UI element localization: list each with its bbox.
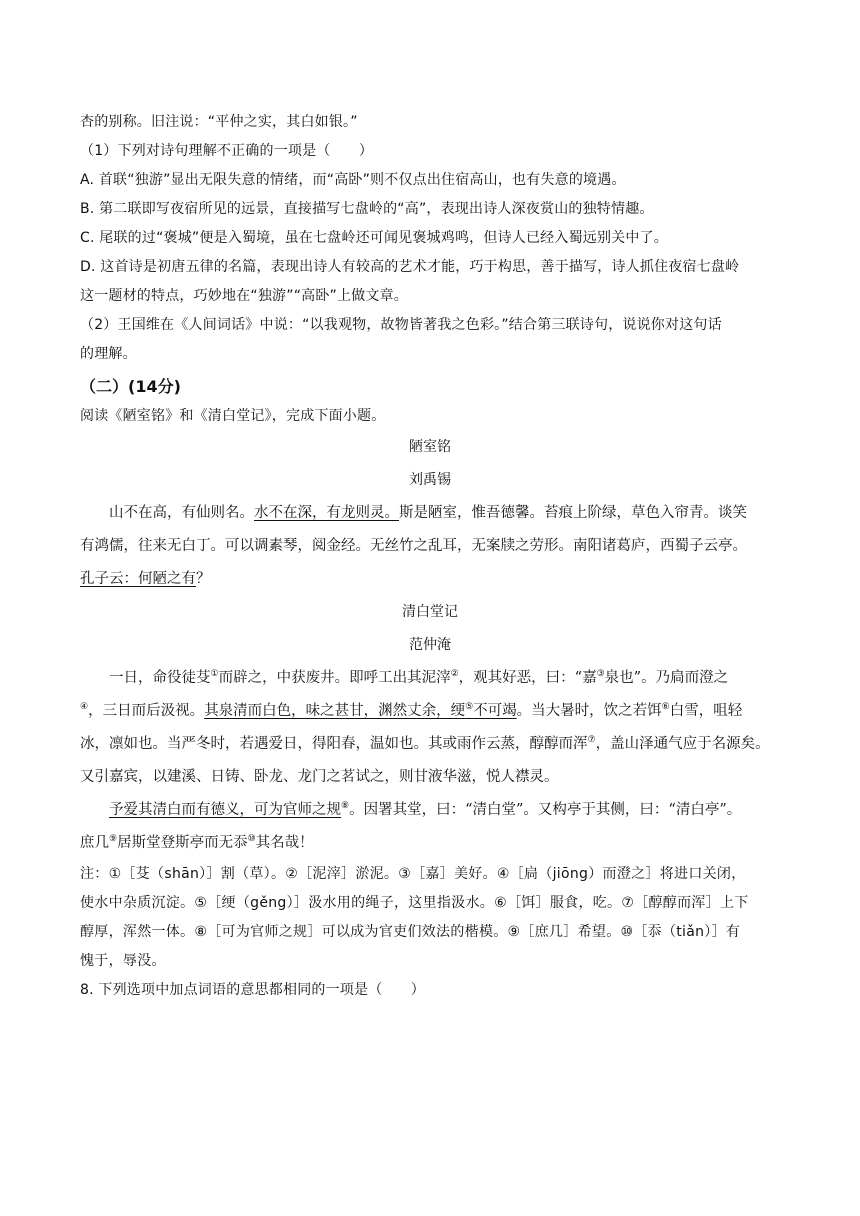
section-2-heading: （二）(14分)	[80, 377, 181, 396]
text-2-p2-line-2	[80, 827, 780, 860]
underlined-sentence-3	[204, 703, 517, 719]
text-2-p1-line-2	[80, 695, 780, 728]
underlined-sentence-3-part-2: 不可竭	[473, 703, 517, 719]
text-2-p1-l1-b: 而辟之，中获废井。即呼工出其泥滓	[218, 670, 451, 686]
text-2-p2-l2-c: 其名哉！	[255, 835, 314, 851]
text-2-p1-line-1	[80, 662, 780, 695]
question-1-option-b: B. 第二联即写夜宿所见的远景，直接描写七盘岭的“高”，表现出诗人深夜赏山的独特情趣。	[80, 201, 654, 217]
text-2-p1-l1-a: 一日，命役徒芟	[109, 670, 211, 686]
text-2-p1-l3-a: 冰，凛如也。当严冬时，若遇爱日，得阳春，温如也。其或雨作云蒸，醇醇而浑	[80, 736, 588, 752]
note-mark-10: ⑩	[247, 834, 256, 845]
notes-line-1: 注：①［芟（shān）］割（草）。②［泥滓］淤泥。③［嘉］美好。④［扃（jiōng）而澄之］将进口关闭，	[80, 866, 746, 882]
note-mark-3: ③	[596, 669, 605, 680]
underlined-sentence-2: 孔子云：何陋之有	[80, 571, 196, 587]
question-2-line-2: 的理解。	[80, 346, 137, 362]
text-2-author: 范仲淹	[409, 637, 451, 653]
note-mark-5: ⑤	[465, 702, 474, 713]
question-1-option-d-line-1: D. 这首诗是初唐五律的名篇，表现出诗人有较高的艺术才能，巧于构思，善于描写，诗人抓住夜宿七盘岭	[80, 259, 740, 275]
question-1-option-c: C. 尾联的过“褒城”便是入蜀境，虽在七盘岭还可闻见褒城鸡鸣，但诗人已经入蜀远别关中了。	[80, 230, 668, 246]
note-mark-8: ⑧	[341, 801, 350, 812]
note-mark-6: ⑥	[661, 702, 670, 713]
note-mark-9: ⑨	[109, 834, 118, 845]
text-2-p2-l2-b: 居斯堂登斯亭而无忝	[117, 835, 248, 851]
text-1-author: 刘禹锡	[409, 472, 451, 488]
underlined-sentence-4: 予爱其清白而有德义，可为官师之规	[109, 802, 341, 818]
question-2-line-1: （2）王国维在《人间词话》中说：“以我观物，故物皆著我之色彩。”结合第三联诗句，说说你对这句话	[80, 317, 722, 333]
intro-line: 杏的别称。旧注说：“平仲之实，其白如银。”	[80, 114, 358, 130]
text-2-p1-l2-c: 白雪，咀轻	[669, 703, 743, 719]
text-1-line-3-end: ？	[196, 571, 211, 587]
text-2-p1-l1-c: ，观其好恶，曰：“嘉	[458, 670, 597, 686]
question-1-option-a: A. 首联“独游”显出无限失意的情绪，而“高卧”则不仅点出住宿高山，也有失意的境遇。	[80, 172, 626, 188]
note-mark-2: ②	[450, 669, 459, 680]
text-1-line-2: 有鸿儒，往来无白丁。可以调素琴，阅金经。无丝竹之乱耳，无案牍之劳形。南阳诸葛庐，西蜀子云亭。	[80, 538, 747, 554]
underlined-sentence-1: 水不在深，有龙则灵。	[254, 505, 399, 521]
text-2-p2-l1-b: 。因署其堂，曰：“清白堂”。又构亭于其侧，曰：“清白亭”。	[349, 802, 742, 818]
question-1-option-d-line-2: 这一题材的特点，巧妙地在“独游”“高卧”上做文章。	[80, 288, 409, 304]
text-2-p1-line-3	[80, 728, 780, 761]
notes-line-2: 使水中杂质沉淀。⑤［绠（gěng）］汲水用的绳子，这里指汲水。⑥［饵］服食，吃。⑦［醇醇而浑］上下	[80, 895, 749, 911]
section-2-instruction: 阅读《陋室铭》和《清白堂记》，完成下面小题。	[80, 408, 386, 424]
text-2-p1-l2-a: ，三日而后汲视。	[88, 703, 205, 719]
text-1-line-1-a: 山不在高，有仙则名。	[109, 505, 254, 521]
text-2-title: 清白堂记	[402, 604, 458, 620]
text-2-p2-line-1	[80, 794, 780, 827]
notes-line-4: 愧于，辱没。	[80, 953, 166, 969]
notes-line-3: 醇厚，浑然一体。⑧［可为官师之规］可以成为官吏们效法的楷模。⑨［庶几］希望。⑩［忝（tiǎn）］有	[80, 924, 741, 940]
text-1-line-1	[80, 497, 780, 530]
text-2-p1-line-4: 又引嘉宾，以建溪、日铸、卧龙、龙门之茗试之，则甘液华滋，悦人襟灵。	[80, 769, 559, 785]
text-1-title: 陋室铭	[409, 439, 451, 455]
text-2-p1-l1-d: 泉也”。乃扃而澄之	[604, 670, 729, 686]
underlined-sentence-3-part-1: 其泉清而白色，味之甚甘，渊然丈余，绠	[204, 703, 466, 719]
question-1-stem: （1）下列对诗句理解不正确的一项是（ ）	[80, 143, 374, 159]
note-mark-4: ④	[80, 702, 89, 713]
text-2-p1-l3-b: ，盖山泽通气应于名源矣。	[595, 736, 770, 752]
note-mark-1: ①	[210, 669, 219, 680]
text-2-p2-l2-a: 庶几	[80, 835, 109, 851]
text-2-p1-l2-b: 。当大暑时，饮之若饵	[516, 703, 662, 719]
question-8-stem: 8. 下列选项中加点词语的意思都相同的一项是（ ）	[80, 982, 426, 998]
text-1-line-3	[80, 563, 780, 596]
text-1-line-1-b: 斯是陋室，惟吾德馨。苔痕上阶绿，草色入帘青。谈笑	[399, 505, 747, 521]
note-mark-7: ⑦	[587, 735, 596, 746]
